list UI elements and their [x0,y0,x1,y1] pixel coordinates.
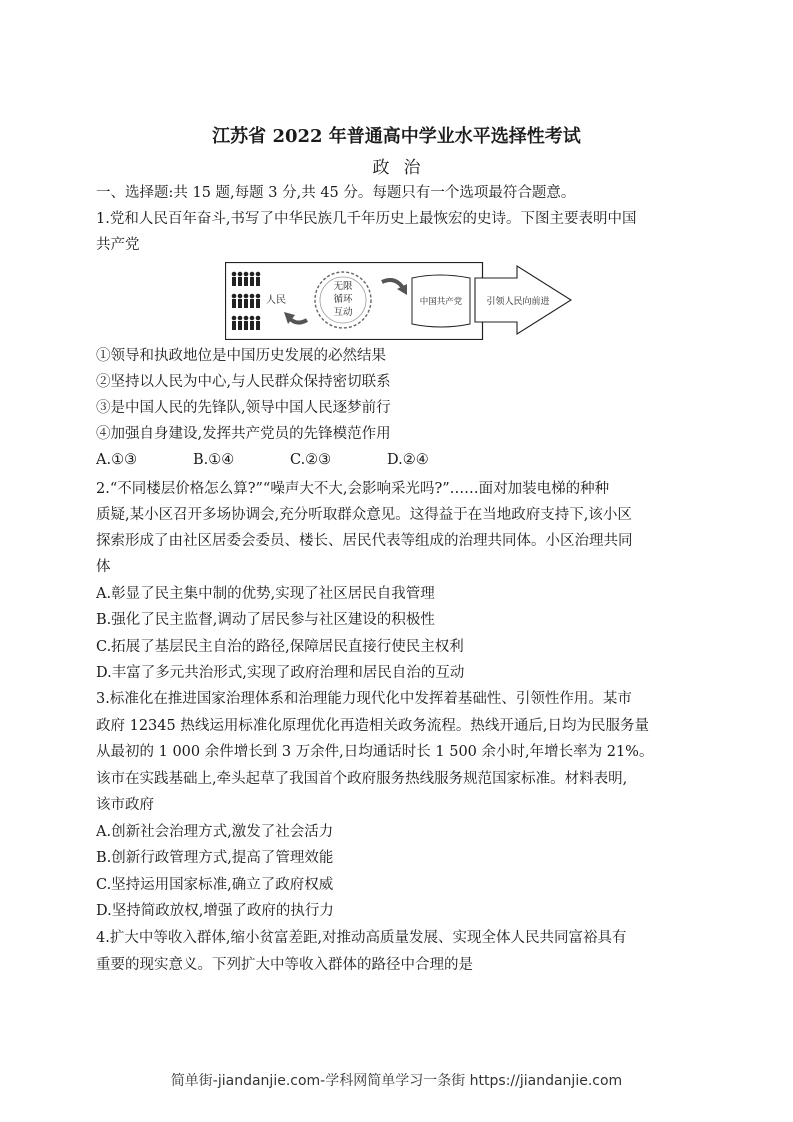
footer-link[interactable]: 简单街-jiandanjie.com-学科网简单学习一条街 https://jiandanjie.com [170,1073,623,1089]
q1-statement-2: ②坚持以人民为中心,与人民群众保持密切联系 [96,374,391,390]
q4-stem-line-2: 重要的现实意义。下列扩大中等收入群体的路径中合理的是 [96,957,473,973]
q3-stem-line-3: 从最初的 1 000 余件增长到 3 万余件,日均通话时长 1 500 余小时,年增长率为 21%。 [96,744,654,760]
q2-stem-line-2: 质疑,某小区召开多场协调会,充分听取群众意见。这得益于在当地政府支持下,该小区 [96,507,632,523]
party-label: 中国共产党 [419,297,463,307]
circle-text-3: 互动 [333,307,353,318]
q2-stem-line-3: 探索形成了由社区居委会委员、楼长、居民代表等组成的治理共同体。小区治理共同 [96,533,633,549]
q1-statement-3: ③是中国人民的先锋队,领导中国人民逐梦前行 [96,400,391,416]
subject-title: 政治 [372,158,435,178]
q2-option-c: C.拓展了基层民主自治的路径,保障居民直接行使民主权利 [96,639,464,655]
q3-option-b: B.创新行政管理方式,提高了管理效能 [96,850,334,866]
q1-diagram [225,262,580,340]
q3-option-d: D.坚持简政放权,增强了政府的执行力 [96,903,334,919]
q3-option-a: A.创新社会治理方式,激发了社会活力 [96,824,334,840]
arrow-label: 引领人民向前进 [486,297,550,307]
q2-option-a: A.彰显了民主集中制的优势,实现了社区居民自我管理 [96,586,435,602]
q3-stem-line-4: 该市在实践基础上,牵头起草了我国首个政府服务热线服务规范国家标准。材料表明, [96,771,628,787]
circle-text-2: 循环 [333,294,353,305]
q3-stem-line-5: 该市政府 [96,797,154,813]
q3-option-c: C.坚持运用国家标准,确立了政府权威 [96,877,334,893]
exam-title: 江苏省 2022 年普通高中学业水平选择性考试 [212,126,581,147]
q2-stem-line-4: 体 [96,559,111,575]
q1-option-a: A.①③ [96,452,138,468]
q1-stem-line-1: 1.党和人民百年奋斗,书写了中华民族几千年历史上最恢宏的史诗。下图主要表明中国 [96,211,637,227]
q1-statement-4: ④加强自身建设,发挥共产党员的先锋模范作用 [96,426,391,442]
q2-stem-line-1: 2.“不同楼层价格怎么算?”“噪声大不大,会影响采光吗?”……面对加装电梯的种种 [96,481,610,497]
q3-stem-line-2: 政府 12345 热线运用标准化原理优化再造相关政务流程。热线开通后,日均为民服务量 [96,718,649,734]
people-icon [232,272,261,330]
q1-statement-1: ①领导和执政地位是中国历史发展的必然结果 [96,348,386,364]
circle-text-1: 无限 [333,281,353,292]
q1-stem-line-2: 共产党 [96,237,140,253]
q1-option-c: C.②③ [290,452,332,468]
q2-option-b: B.强化了民主监督,调动了居民参与社区建设的积极性 [96,612,435,628]
q3-stem-line-1: 3.标准化在推进国家治理体系和治理能力现代化中发挥着基础性、引领性作用。某市 [96,691,632,707]
q1-option-b: B.①④ [193,452,235,468]
people-label: 人民 [266,295,286,306]
q1-option-d: D.②④ [387,452,429,468]
q4-stem-line-1: 4.扩大中等收入群体,缩小贫富差距,对推动高质量发展、实现全体人民共同富裕具有 [96,930,627,946]
q1-options [96,452,484,468]
q2-option-d: D.丰富了多元共治形式,实现了政府治理和居民自治的互动 [96,665,465,681]
section-header: 一、选择题:共 15 题,每题 3 分,共 45 分。每题只有一个选项最符合题意。 [96,185,576,201]
